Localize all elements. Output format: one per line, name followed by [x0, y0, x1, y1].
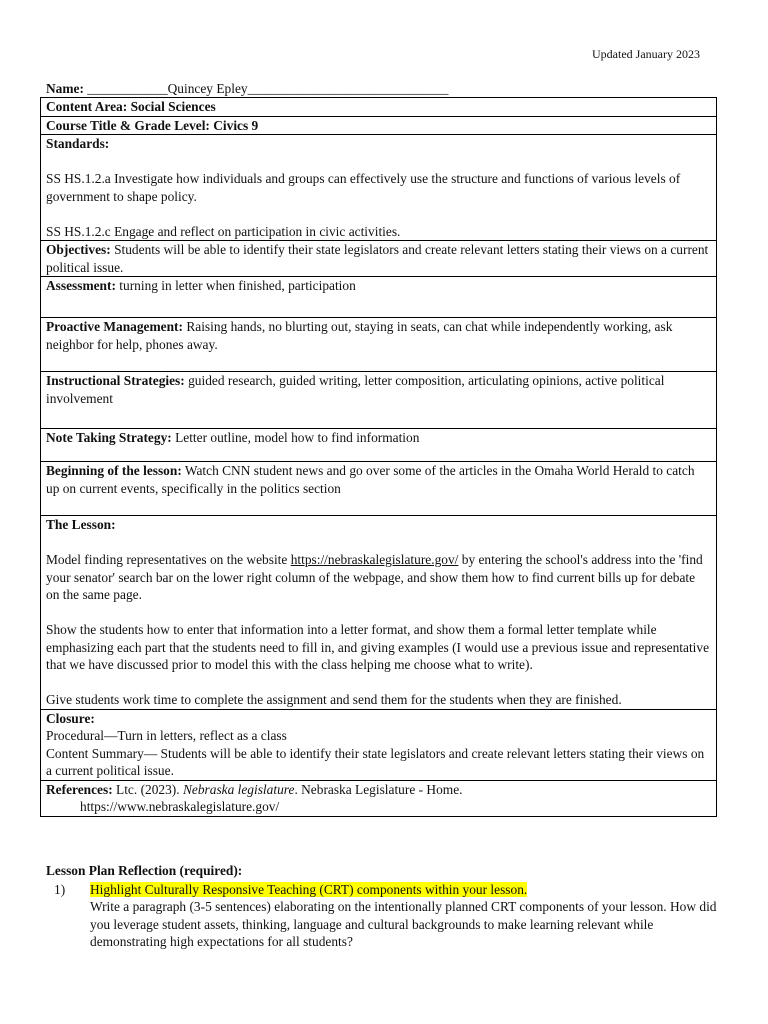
references-row [41, 780, 717, 816]
objectives-value: Students will be able to identify their state legislators and create relevant letters stating their views on a current political issue. [46, 242, 709, 275]
name-underline-right: ______________________________ [247, 81, 449, 96]
note-taking-row [41, 429, 717, 462]
beginning-row [41, 462, 717, 516]
references-label: References: [46, 781, 113, 797]
note-taking-label: Note Taking Strategy: [46, 430, 172, 445]
content-area-value: Social Sciences [130, 99, 216, 114]
instructional-label: Instructional Strategies: [46, 373, 185, 388]
lesson-row [41, 516, 717, 710]
lesson-plan-table [40, 97, 717, 817]
assessment-row [41, 277, 717, 318]
reference-url: https://www.nebraskalegislature.gov/ [80, 799, 280, 814]
standards-label: Standards: [46, 136, 110, 151]
reflection-title: Lesson Plan Reflection (required): [46, 863, 243, 878]
closure-summary: Content Summary— Students will be able to identify their state legislators and create relevant letters stating their views on a current political issue. [46, 745, 705, 778]
standard-item: SS HS.1.2.c Engage and reflect on participation in civic activities. [46, 223, 401, 239]
reflection-prompt: Write a paragraph (3-5 sentences) elaborating on the intentionally planned CRT components of your lesson. How did you leverage student assets, thinking, language and cultural backgrounds to make learning relevant while demonstrating high expectations for all students? [90, 899, 717, 949]
beginning-label: Beginning of the lesson: [46, 463, 182, 478]
course-title-value: Civics 9 [213, 117, 259, 133]
name-underline-left: ____________ [87, 81, 168, 96]
proactive-value: Raising hands, no blurting out, staying in seats, can chat while independently working, ask neighbor for help, phones away. [46, 319, 673, 352]
name-value: Quincey Epley [167, 81, 248, 96]
name-label: Name: [46, 81, 84, 96]
standards-row [41, 135, 717, 241]
proactive-row [41, 318, 717, 372]
objectives-label: Objectives: [46, 242, 111, 257]
content-area-label: Content Area: [46, 99, 128, 114]
lesson-paragraph-1: Model finding representatives on the website https://nebraskalegislature.gov/ by entering the school's address into the 'find your senator' search bar on the lower right column of the webpage, and show them how to find current bills up for debate on the same page. [46, 552, 703, 602]
reference-title: Nebraska legislature [182, 781, 295, 797]
standard-item: SS HS.1.2.a Investigate how individuals and groups can effectively use the structure and functions of various levels of government to shape policy. [46, 171, 681, 204]
updated-date: Updated January 2023 [592, 47, 700, 61]
assessment-value: turning in letter when finished, participation [119, 278, 356, 293]
reflection-item-number: 1) [54, 881, 66, 897]
objectives-row [41, 241, 717, 277]
instructional-row [41, 372, 717, 429]
beginning-value: Watch CNN student news and go over some of the articles in the Omaha World Herald to catch up on current events, specifically in the politics section [46, 463, 695, 496]
note-taking-value: Letter outline, model how to find information [175, 430, 420, 445]
lesson-paragraph-3: Give students work time to complete the assignment and send them for the students when they are finished. [46, 692, 622, 707]
crt-highlight: Highlight Culturally Responsive Teaching (CRT) components within your lesson. [90, 881, 528, 897]
assessment-label: Assessment: [46, 278, 116, 293]
closure-row [41, 709, 717, 780]
reflection-section [46, 862, 726, 951]
reflection-item [46, 881, 726, 951]
closure-procedural: Procedural—Turn in letters, reflect as a class [46, 728, 287, 743]
name-line [46, 80, 448, 98]
reference-citation: References: Ltc. (2023). Nebraska legislature. Nebraska Legislature - Home. [46, 781, 463, 797]
course-title-label: Course Title & Grade Level: [46, 117, 210, 133]
course-title-row [41, 116, 717, 135]
lesson-paragraph-2: Show the students how to enter that information into a letter format, and show them a formal letter template while emphasizing each part that the students need to fill in, and giving examples (I would use a previous issue and representative that we have discussed prior to model this with the class helping me choose what to write). [46, 622, 710, 672]
proactive-label: Proactive Management: [46, 319, 183, 334]
instructional-value: guided research, guided writing, letter composition, articulating opinions, active political involvement [46, 373, 665, 406]
closure-label: Closure: [46, 710, 95, 726]
content-area-row [41, 98, 717, 117]
legislature-link[interactable]: https://nebraskalegislature.gov/ [290, 552, 459, 567]
lesson-label: The Lesson: [46, 517, 116, 532]
